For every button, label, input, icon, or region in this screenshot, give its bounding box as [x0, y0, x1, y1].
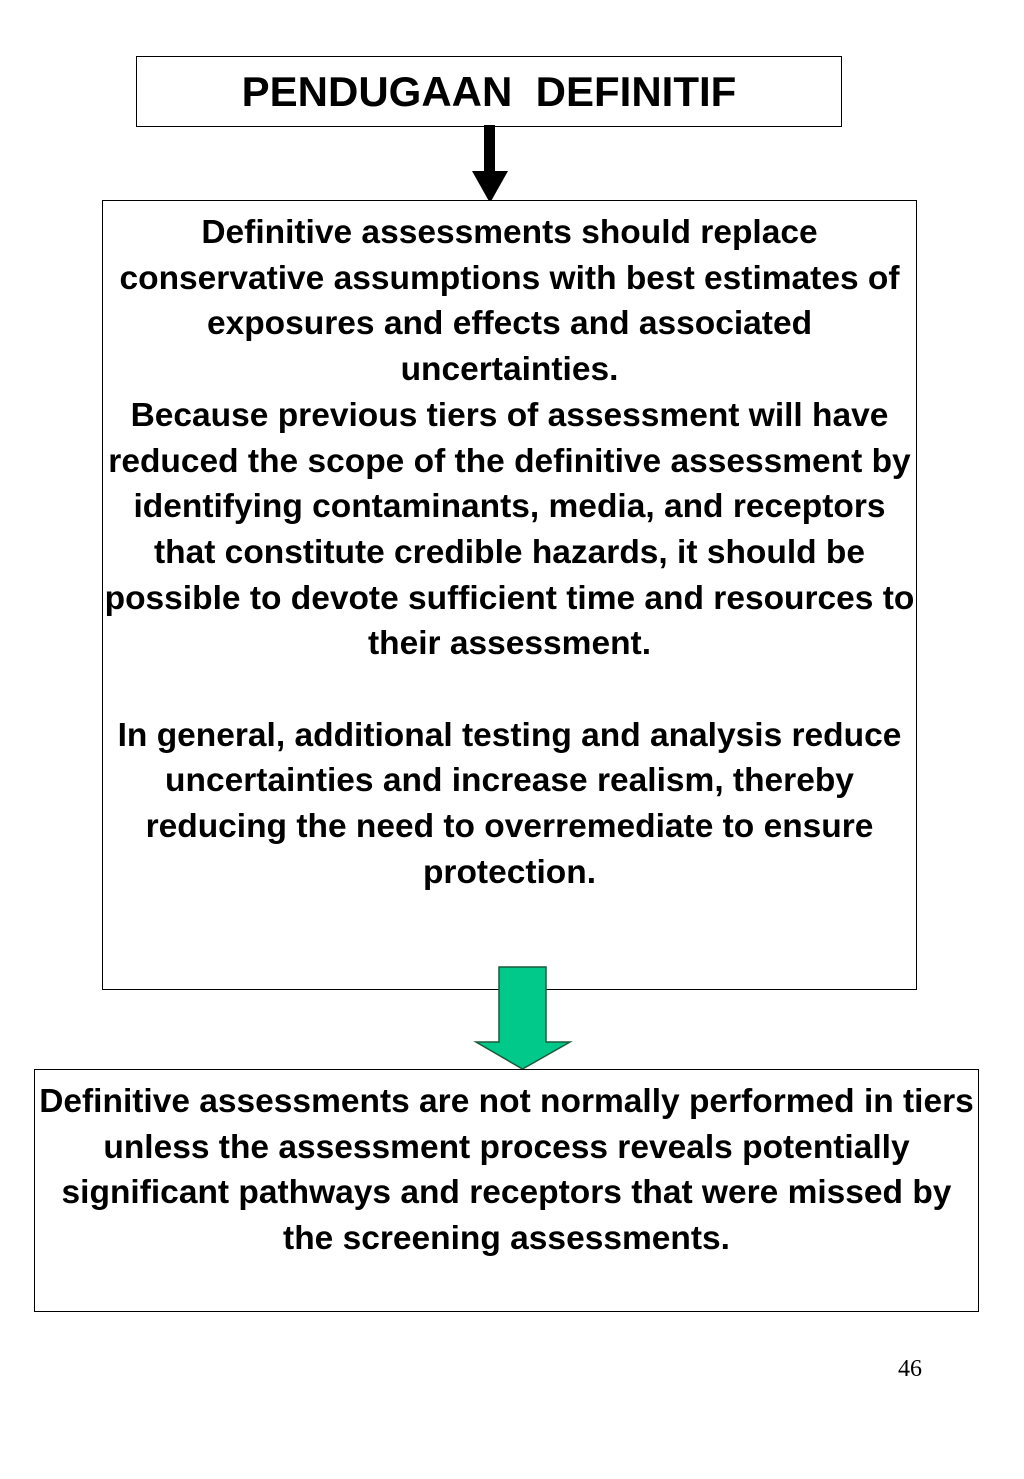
paragraph-previous-tiers: Because previous tiers of assessment will have reduced the scope of the definitive assessment by identifying contaminants, media, and receptors that constitute credible hazards, it should be possible to devote sufficient time and resources to their assessment.: [104, 396, 915, 663]
paragraph-best-estimates: Definitive assessments should replace conservative assumptions with best estimates of exposures and effects and associated uncertainties.: [119, 214, 900, 389]
green-down-arrow-icon: [474, 966, 574, 1072]
title-box: [136, 56, 842, 127]
tiers-note-box: [34, 1069, 979, 1312]
down-arrow-icon: [470, 125, 510, 205]
tiers-note-text: Definitive assessments are not normally performed in tiers unless the assessment process reveals potentially significant pathways and receptors that were missed by the screening assessments.: [39, 1083, 974, 1258]
page-title: PENDUGAAN DEFINITIF: [241, 67, 737, 115]
paragraph-spacer: [103, 667, 916, 713]
page-number: 46: [898, 1356, 922, 1382]
definitive-assessment-box: [102, 200, 917, 990]
paragraph-additional-testing: In general, additional testing and analysis reduce uncertainties and increase realism, thereby reducing the need to overremediate to ensure protection.: [117, 716, 902, 891]
